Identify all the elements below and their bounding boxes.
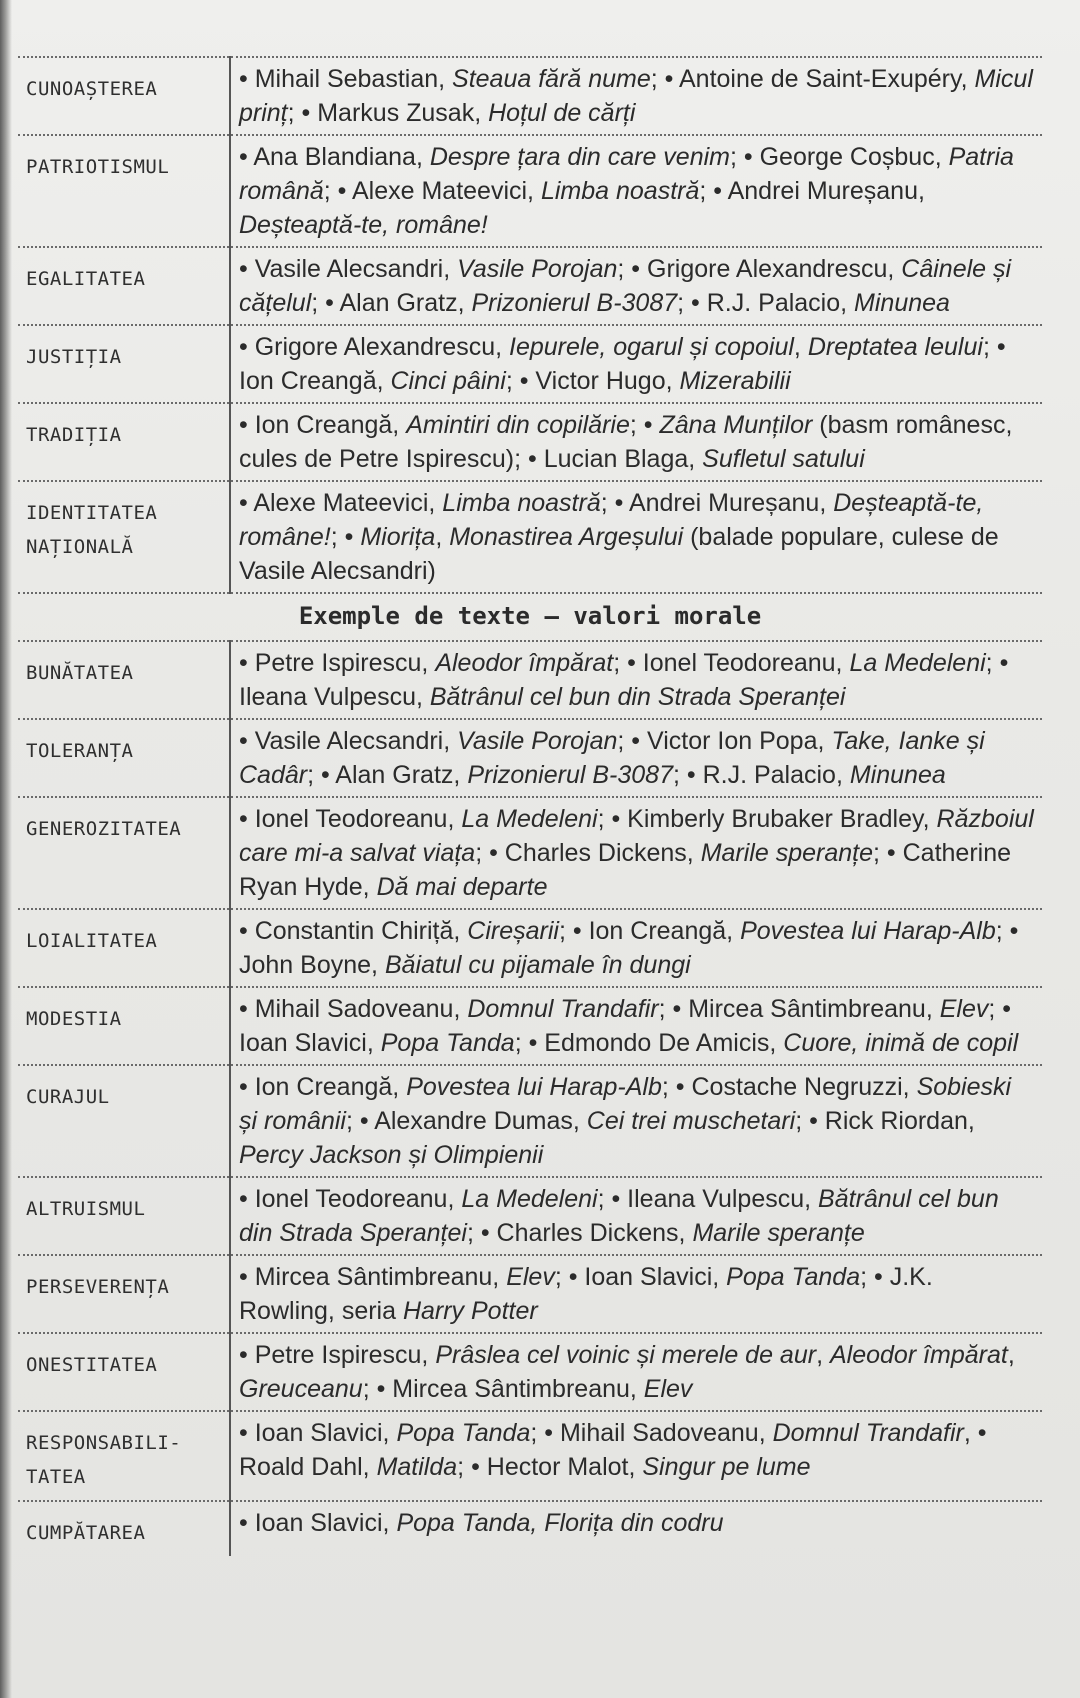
value-name (18, 1501, 230, 1556)
work-title: Miorița (360, 523, 436, 551)
author-text: • Mircea Sântimbreanu, (239, 1263, 507, 1291)
value-name (18, 1333, 230, 1411)
author-text: • Grigore Alexandrescu, (239, 333, 509, 361)
author-text: ; • Mihail Sadoveanu, (530, 1419, 773, 1447)
moral-values-section (18, 641, 1042, 1556)
table-row (18, 1333, 1042, 1411)
work-title: Băiatul cu pijamale în dungi (384, 951, 691, 979)
author-text: ; • Victor Ion Popa, (617, 727, 832, 755)
author-text: • Constantin Chiriță, (239, 917, 468, 945)
value-name-line: EGALITATEA (26, 268, 146, 290)
author-text: • Ionel Teodoreanu, (239, 1185, 462, 1213)
author-text: • Ionel Teodoreanu, (239, 805, 462, 833)
text-examples (230, 57, 1042, 135)
value-name (18, 1065, 230, 1177)
work-title: Prizonierul B-3087 (471, 289, 678, 317)
value-name-line: JUSTIȚIA (26, 346, 122, 368)
text-examples (230, 1065, 1042, 1177)
work-title: Mizerabilii (679, 367, 791, 395)
work-title: Sobieski și românii (239, 1073, 1012, 1135)
work-title: Harry Potter (402, 1297, 538, 1325)
work-title: Limba noastră (540, 177, 700, 205)
author-text: ; • Alexandre Dumas, (345, 1107, 587, 1135)
work-title: Cuore, inimă de copil (783, 1029, 1019, 1057)
work-title: Popa Tanda, Florița din codru (396, 1509, 724, 1537)
work-title: Micul prinț (239, 65, 1033, 127)
values-table (18, 56, 1042, 1556)
table-row (18, 325, 1042, 403)
author-text: ; • Alexe Mateevici, (323, 177, 541, 205)
work-title: Marile speranțe (700, 839, 874, 867)
author-text: ; • Victor Hugo, (505, 367, 680, 395)
value-name-line: NAȚIONALĂ (26, 536, 134, 558)
work-title: Bătrânul cel bun din Strada Speranței (429, 683, 846, 711)
value-name-line: MODESTIA (26, 1008, 122, 1030)
work-title: Povestea lui Harap-Alb (740, 917, 996, 945)
author-text: ; • Ileana Vulpescu, (597, 1185, 819, 1213)
text-examples (230, 909, 1042, 987)
text-examples (230, 719, 1042, 797)
work-title: Monastirea Argeșului (449, 523, 684, 551)
work-title: Percy Jackson și Olimpienii (239, 1141, 544, 1169)
text-examples (230, 135, 1042, 247)
value-name (18, 797, 230, 909)
work-title: La Medeleni (461, 805, 598, 833)
author-text: • Petre Ispirescu, (239, 1341, 436, 1369)
author-text: ; • J.K. Rowling, seria (239, 1263, 933, 1325)
table-row (18, 909, 1042, 987)
author-text: • Vasile Alecsandri, (239, 255, 458, 283)
work-title: Aleodor împărat (829, 1341, 1008, 1369)
author-text: , (793, 333, 808, 361)
author-text: ; • (330, 523, 361, 551)
work-title: Prâslea cel voinic și merele de aur (435, 1341, 817, 1369)
value-name (18, 1177, 230, 1255)
work-title: Singur pe lume (642, 1453, 811, 1481)
value-name-line: CURAJUL (26, 1086, 110, 1108)
work-title: Popa Tanda (380, 1029, 515, 1057)
value-name-line: CUMPĂTAREA (26, 1522, 146, 1544)
author-text: ; • Ioan Slavici, (554, 1263, 727, 1291)
text-examples (230, 325, 1042, 403)
value-name (18, 909, 230, 987)
value-name-line: TATEA (26, 1466, 86, 1488)
table-row (18, 1255, 1042, 1333)
table-row (18, 57, 1042, 135)
table-row (18, 1177, 1042, 1255)
author-text: • Alexe Mateevici, (239, 489, 443, 517)
work-title: Războiul care mi-a salvat viața (239, 805, 1034, 867)
value-name (18, 987, 230, 1065)
value-name (18, 135, 230, 247)
author-text: ; • Charles Dickens, (475, 839, 701, 867)
value-name-line: BUNĂTATEA (26, 662, 134, 684)
author-text: ; • Alan Gratz, (311, 289, 472, 317)
author-text: • Petre Ispirescu, (239, 649, 436, 677)
work-title: Patria română (239, 143, 1014, 205)
author-text: ; • Charles Dickens, (466, 1219, 693, 1247)
text-examples (230, 987, 1042, 1065)
work-title: Domnul Trandafir (772, 1419, 964, 1447)
author-text: , (816, 1341, 830, 1369)
work-title: Câinele și cățelul (239, 255, 1012, 317)
author-text: ; • Markus Zusak, (287, 99, 489, 127)
work-title: Vasile Porojan (457, 255, 618, 283)
value-name (18, 403, 230, 481)
work-title: Iepurele, ogarul și copoiul (509, 333, 794, 361)
author-text: ; • R.J. Palacio, (677, 289, 855, 317)
text-examples (230, 1333, 1042, 1411)
text-examples (230, 1411, 1042, 1501)
work-title: Amintiri din copilărie (406, 411, 630, 439)
work-title: Aleodor împărat (435, 649, 614, 677)
work-title: Take, Ianke și Cadâr (239, 727, 985, 789)
work-title: Matilda (376, 1453, 458, 1481)
work-title: Bătrânul cel bun din Strada Speranței (239, 1185, 999, 1247)
author-text: (balade populare, culese de Vasile Alecsandri) (239, 523, 999, 585)
work-title: Popa Tanda (726, 1263, 861, 1291)
value-name (18, 641, 230, 719)
text-examples (230, 481, 1042, 593)
table-row (18, 719, 1042, 797)
work-title: Deșteaptă-te, române! (239, 489, 984, 551)
value-name (18, 325, 230, 403)
work-title: La Medeleni (849, 649, 986, 677)
value-name-line: IDENTITATEA (26, 502, 158, 524)
author-text: ; • Edmondo De Amicis, (514, 1029, 784, 1057)
value-name-line: PERSEVERENȚA (26, 1276, 170, 1298)
value-name (18, 481, 230, 593)
author-text: ; • Catherine Ryan Hyde, (239, 839, 1012, 901)
author-text: • Ion Creangă, (239, 411, 407, 439)
value-name (18, 1255, 230, 1333)
work-title: Elev (939, 995, 989, 1023)
author-text: ; • Rick Riordan, (795, 1107, 975, 1135)
author-text: ; • R.J. Palacio, (672, 761, 850, 789)
civic-values-section (18, 57, 1042, 593)
work-title: Minunea (849, 761, 946, 789)
text-examples (230, 1177, 1042, 1255)
author-text: ; • Kimberly Brubaker Bradley, (597, 805, 937, 833)
author-text: • Vasile Alecsandri, (239, 727, 458, 755)
work-title: Steaua fără nume (452, 65, 651, 93)
work-title: Prizonierul B-3087 (467, 761, 673, 789)
value-name-line: PATRIOTISMUL (26, 156, 170, 178)
value-name (18, 247, 230, 325)
work-title: Limba noastră (442, 489, 601, 517)
author-text: ; • George Coșbuc, (730, 143, 949, 171)
work-title: Marile speranțe (692, 1219, 865, 1247)
work-title: Dă mai departe (376, 873, 548, 901)
value-name-line: CUNOAȘTEREA (26, 78, 158, 100)
work-title: Cireșarii (467, 917, 559, 945)
table-row (18, 1065, 1042, 1177)
author-text: ; • John Boyne, (239, 917, 1019, 979)
value-name (18, 57, 230, 135)
value-name-line: GENEROZITATEA (26, 818, 182, 840)
author-text: ; • Andrei Mureșanu, (600, 489, 834, 517)
author-text: ; • Costache Negruzzi, (661, 1073, 917, 1101)
value-name (18, 719, 230, 797)
work-title: Elev (506, 1263, 555, 1291)
author-text: • Ioan Slavici, (239, 1419, 397, 1447)
author-text: • Mihail Sebastian, (239, 65, 453, 93)
table-row (18, 1501, 1042, 1556)
work-title: Elev (643, 1375, 693, 1403)
work-title: Deșteaptă-te, române! (239, 211, 488, 239)
author-text: ; • Hector Malot, (457, 1453, 643, 1481)
value-name-line: TRADIȚIA (26, 424, 122, 446)
author-text: , (435, 523, 450, 551)
author-text: ; • (629, 411, 660, 439)
author-text: , • Roald Dahl, (239, 1419, 987, 1481)
work-title: Povestea lui Harap-Alb (406, 1073, 662, 1101)
author-text: ; • Mircea Sântimbreanu, (362, 1375, 644, 1403)
author-text: ; • Alan Gratz, (307, 761, 468, 789)
author-text: ; • Ioan Slavici, (239, 995, 1012, 1057)
work-title: Cinci pâini (390, 367, 506, 395)
author-text: ; • Andrei Mureșanu, (699, 177, 925, 205)
text-examples (230, 797, 1042, 909)
author-text: , (1007, 1341, 1015, 1369)
author-text: • Ion Creangă, (239, 1073, 407, 1101)
table-row (18, 1411, 1042, 1501)
work-title: La Medeleni (461, 1185, 598, 1213)
work-title: Greuceanu (239, 1375, 363, 1403)
value-name-line: TOLERANȚA (26, 740, 134, 762)
text-examples (230, 1501, 1042, 1556)
work-title: Minunea (854, 289, 950, 317)
page-edge-shadow (0, 0, 12, 1698)
section-header (18, 593, 1042, 641)
work-title: Cei trei muschetari (586, 1107, 796, 1135)
work-title: Despre țara din care venim (429, 143, 730, 171)
value-name-line: RESPONSABILI- (26, 1432, 182, 1454)
value-name-line: LOIALITATEA (26, 930, 158, 952)
author-text: (basm românesc, cules de Petre Ispirescu); • Lucian Blaga, (239, 411, 1013, 473)
value-name (18, 1411, 230, 1501)
author-text: ; • Ileana Vulpescu, (239, 649, 1009, 711)
author-text: ; • Ion Creangă, (239, 333, 1006, 395)
table-row (18, 135, 1042, 247)
work-title: Hoțul de cărți (488, 99, 636, 127)
table-row (18, 987, 1042, 1065)
value-name-line: ALTRUISMUL (26, 1198, 146, 1220)
author-text: ; • Mircea Sântimbreanu, (658, 995, 940, 1023)
table-row (18, 641, 1042, 719)
author-text: ; • Ion Creangă, (558, 917, 741, 945)
section-title: Exemple de texte – valori morale (18, 593, 1042, 641)
value-name-line: ONESTITATEA (26, 1354, 158, 1376)
author-text: • Ioan Slavici, (239, 1509, 397, 1537)
text-examples (230, 1255, 1042, 1333)
text-examples (230, 403, 1042, 481)
author-text: • Mihail Sadoveanu, (239, 995, 468, 1023)
table-row (18, 481, 1042, 593)
text-examples (230, 247, 1042, 325)
work-title: Dreptatea leului (807, 333, 983, 361)
author-text: • Ana Blandiana, (239, 143, 430, 171)
author-text: ; • Antoine de Saint-Exupéry, (650, 65, 975, 93)
work-title: Popa Tanda (396, 1419, 531, 1447)
work-title: Zâna Munților (659, 411, 813, 439)
work-title: Domnul Trandafir (467, 995, 659, 1023)
text-examples (230, 641, 1042, 719)
table-row (18, 247, 1042, 325)
work-title: Sufletul satului (702, 445, 865, 473)
author-text: ; • Ionel Teodoreanu, (613, 649, 850, 677)
work-title: Vasile Porojan (457, 727, 618, 755)
author-text: ; • Grigore Alexandrescu, (617, 255, 902, 283)
table-row (18, 797, 1042, 909)
table-row (18, 403, 1042, 481)
